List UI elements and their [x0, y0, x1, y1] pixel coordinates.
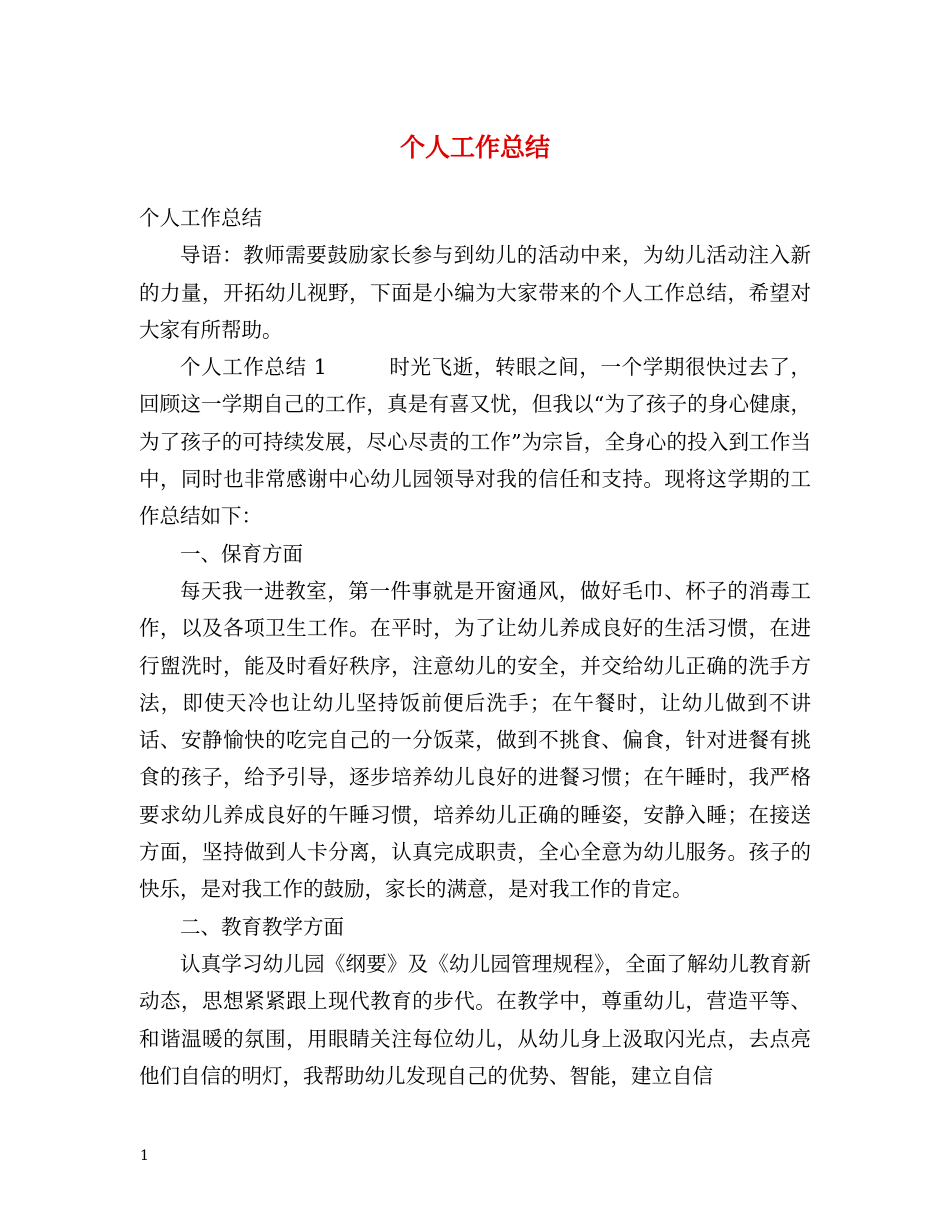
summary-1-lead: 个人工作总结 1	[180, 355, 327, 380]
paragraph-summary-1	[139, 349, 811, 535]
document-body	[139, 200, 811, 1095]
section-heading-care: 一、保育方面	[180, 541, 303, 566]
section-heading-teaching: 二、教育教学方面	[180, 914, 344, 939]
body-heading: 个人工作总结	[139, 206, 262, 230]
paragraph-teaching: 认真学习幼儿园《纲要》及《幼儿园管理规程》，全面了解幼儿教育新动态，思想紧紧跟上现代教育的步代。在教学中，尊重幼儿，营造平等、和谐温暖的氛围，用眼睛关注每位幼儿，从幼儿身上汲取闪光点，去点亮他们自信的明灯，我帮助幼儿发现自己的优势、智能，建立自信	[139, 951, 811, 1088]
page-number: 1	[140, 1148, 149, 1164]
summary-1-text: 时光飞逝，转眼之间，一个学期很快过去了，回顾这一学期自己的工作，真是有喜又忧，但我以“为了孩子的身心健康，为了孩子的可持续发展，尽心尽责的工作”为宗旨，全身心的投入到工作当中，同时也非常感谢中心幼儿园领导对我的信任和支持。现将这学期的工作总结如下：	[139, 355, 812, 529]
paragraph-care: 每天我一进教室，第一件事就是开窗通风，做好毛巾、杯子的消毒工作，以及各项卫生工作。在平时，为了让幼儿养成良好的生活习惯，在进行盥洗时，能及时看好秩序，注意幼儿的安全，并交给幼儿正确的洗手方法，即使天冷也让幼儿坚持饭前便后洗手；在午餐时，让幼儿做到不讲话、安静愉快的吃完自己的一分饭菜，做到不挑食、偏食，针对进餐有挑食的孩子，给予引导，逐步培养幼儿良好的进餐习惯；在午睡时，我严格要求幼儿养成良好的午睡习惯，培养幼儿正确的睡姿，安静入睡；在接送方面，坚持做到人卡分离，认真完成职责，全心全意为幼儿服务。孩子的快乐，是对我工作的鼓励，家长的满意，是对我工作的肯定。	[139, 578, 811, 902]
paragraph-intro: 导语：教师需要鼓励家长参与到幼儿的活动中来，为幼儿活动注入新的力量，开拓幼儿视野，下面是小编为大家带来的个人工作总结，希望对大家有所帮助。	[139, 243, 811, 342]
document-title: 个人工作总结	[399, 133, 550, 162]
